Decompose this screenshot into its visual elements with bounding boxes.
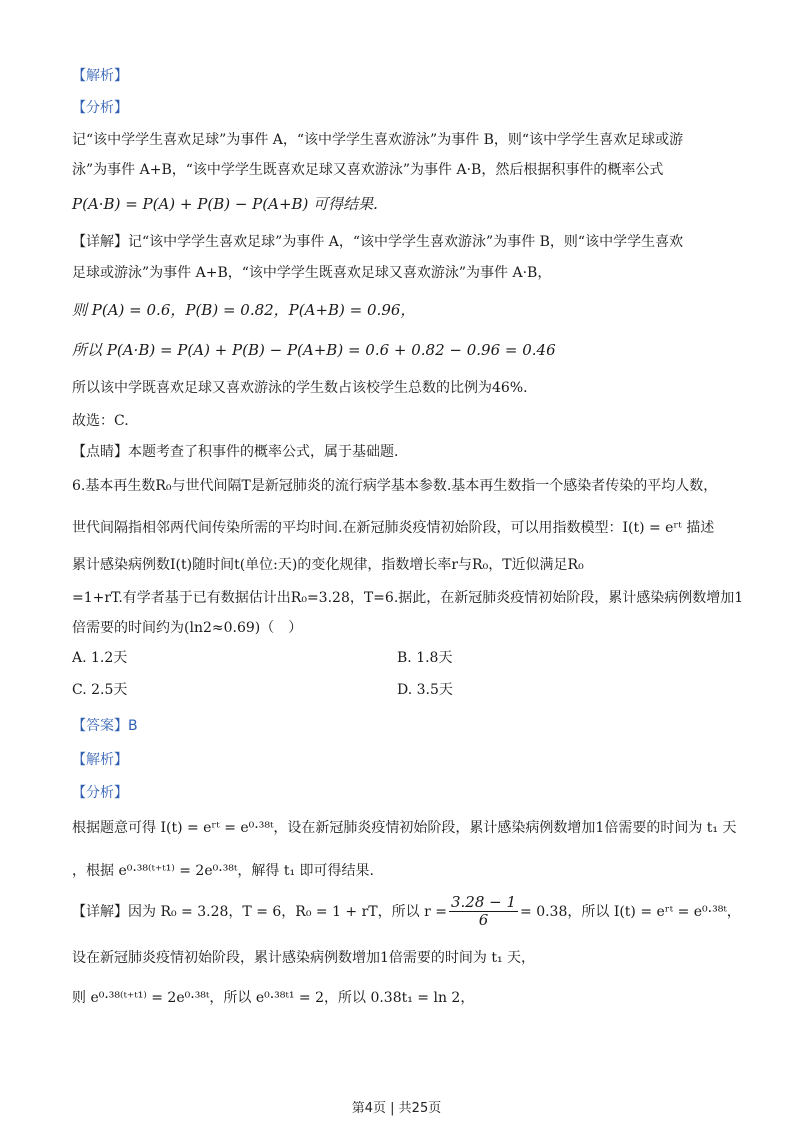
text-line: 设在新冠肺炎疫情初始阶段，累计感染病例数增加1倍需要的时间为 t₁ 天， (72, 950, 536, 966)
option-d: D. 3.5天 (397, 682, 453, 698)
option-a: A. 1.2天 (72, 650, 128, 666)
formula-line: 所以 P(A·B) = P(A) + P(B) − P(A+B) = 0.6 + 0.82 − 0.96 = 0.46 (72, 341, 556, 359)
question-line: 世代间隔指相邻两代间传染所需的平均时间.在新冠肺炎疫情初始阶段，可以用指数模型：I(t) = eʳᵗ 描述 (72, 520, 715, 536)
option-b: B. 1.8天 (397, 650, 453, 666)
option-c: C. 2.5天 (72, 682, 128, 698)
fraction-denominator: 6 (478, 911, 489, 929)
text-line: 记“该中学学生喜欢足球”为事件 A，“该中学学生喜欢游泳”为事件 B，则“该中学学生喜欢足球或游 (72, 132, 684, 148)
question-line: 6.基本再生数R₀与世代间隔T是新冠肺炎的流行病学基本参数.基本再生数指一个感染者传染的平均人数， (72, 478, 718, 494)
section-tag-analysis: 【解析】 (72, 68, 128, 84)
question-line: 累计感染病例数I(t)随时间t(单位:天)的变化规律，指数增长率r与R₀，T近似满足R₀ (72, 557, 584, 573)
detail-formula-line (72, 894, 741, 929)
text-line: 则 e⁰·³⁸⁽ᵗ⁺ᵗ¹⁾ = 2e⁰·³⁸ᵗ，所以 e⁰·³⁸ᵗ¹ = 2，所以 0.38t₁ = ln 2， (72, 990, 475, 1006)
answer-tag: 【答案】B (72, 718, 138, 734)
text-span: = 0.38，所以 I(t) = eʳᵗ = e⁰·³⁸ᵗ， (520, 903, 741, 920)
page-footer: 第4页 | 共25页 (351, 1101, 442, 1116)
text-line: 【点睛】本题考查了积事件的概率公式，属于基础题. (72, 444, 399, 460)
formula-line: P(A·B) = P(A) + P(B) − P(A+B) 可得结果. (72, 195, 378, 213)
text-line: 根据题意可得 I(t) = eʳᵗ = e⁰·³⁸ᵗ，设在新冠肺炎疫情初始阶段，累计感染病例数增加1倍需要的时间为 t₁ 天 (72, 820, 737, 836)
text-line: 【详解】记“该中学学生喜欢足球”为事件 A，“该中学学生喜欢游泳”为事件 B，则“该中学学生喜欢 (72, 234, 684, 250)
question-line: =1+rT.有学者基于已有数据估计出R₀=3.28，T=6.据此，在新冠肺炎疫情初始阶段，累计感染病例数增加1 (72, 590, 744, 606)
text-line: 故选：C. (72, 413, 129, 429)
section-tag-breakdown: 【分析】 (72, 785, 128, 801)
section-tag-analysis: 【解析】 (72, 752, 128, 768)
options-row-2 (72, 680, 722, 700)
text-line: 足球或游泳”为事件 A+B，“该中学学生既喜欢足球又喜欢游泳”为事件 A·B， (72, 265, 552, 281)
text-line: 泳”为事件 A+B，“该中学学生既喜欢足球又喜欢游泳”为事件 A·B，然后根据积事件的概率公式 (72, 162, 664, 178)
text-span: 【详解】因为 R₀ = 3.28，T = 6，R₀ = 1 + rT，所以 r = (72, 903, 447, 920)
fraction-numerator: 3.28 − 1 (450, 893, 517, 911)
section-tag-breakdown: 【分析】 (72, 100, 128, 116)
text-line: 所以该中学既喜欢足球又喜欢游泳的学生数占该校学生总数的比例为46%. (72, 380, 528, 396)
formula-line: 则 P(A) = 0.6，P(B) = 0.82，P(A+B) = 0.96， (72, 301, 416, 319)
fraction (449, 894, 518, 929)
text-line: ，根据 e⁰·³⁸⁽ᵗ⁺ᵗ¹⁾ = 2e⁰·³⁸ᵗ，解得 t₁ 即可得结果. (72, 863, 374, 879)
question-line: 倍需要的时间约为(ln2≈0.69)（ ） (72, 620, 303, 636)
options-row-1 (72, 648, 722, 668)
